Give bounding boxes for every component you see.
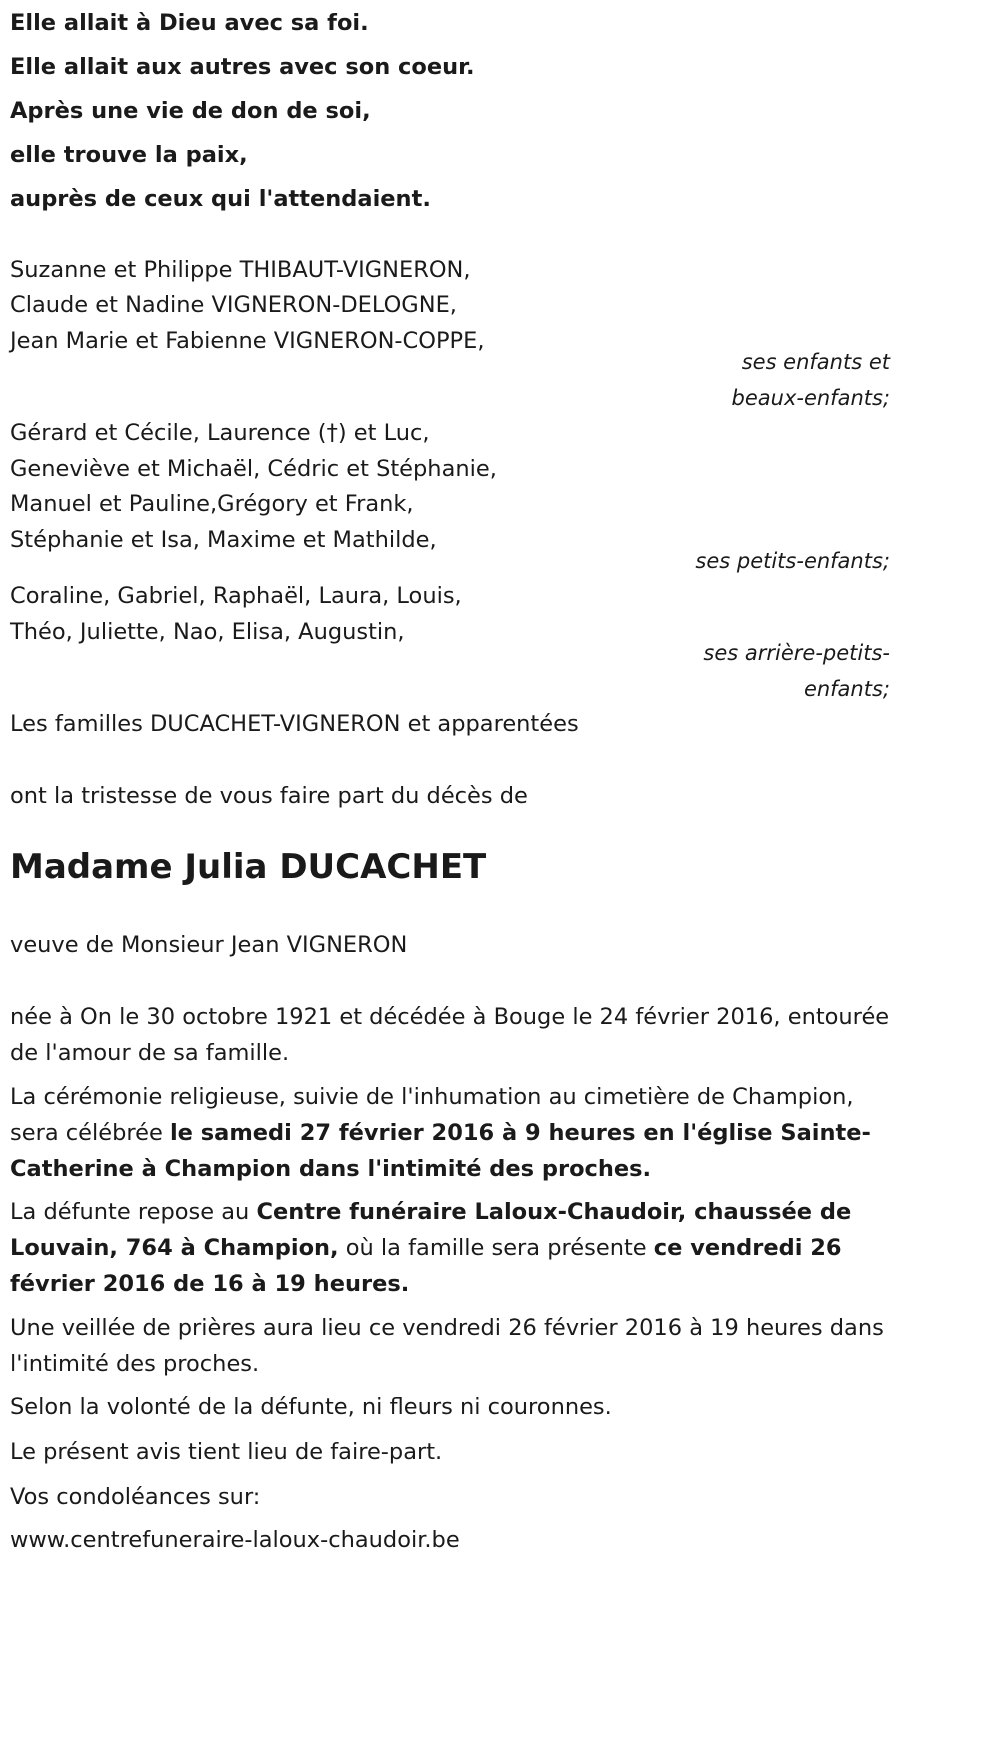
poem-line: Elle allait aux autres avec son coeur. xyxy=(10,54,475,80)
poem-line: elle trouve la paix, xyxy=(10,142,248,168)
grandchildren-name: Geneviève et Michaël, Cédric et Stéphanie, xyxy=(10,456,497,482)
great-grandchildren-relation: ses arrière-petits- xyxy=(703,641,890,665)
notice-line: Le présent avis tient lieu de faire-part. xyxy=(10,1439,443,1465)
condolences-label: Vos condoléances sur: xyxy=(10,1484,261,1510)
grandchildren-name: Gérard et Cécile, Laurence (†) et Luc, xyxy=(10,420,430,446)
birth-death-text: née à On le 30 octobre 1921 et décédée à Bouge le 24 février 2016, entourée de l'amour de sa famille. xyxy=(10,1004,890,1066)
vigil-paragraph xyxy=(10,1310,890,1382)
visitation-time: ce vendredi 26 février 2016 de 16 à 19 heures. xyxy=(10,1235,842,1297)
great-grandchildren-relation: enfants; xyxy=(803,677,890,701)
ceremony-paragraph xyxy=(10,1079,890,1187)
website-link[interactable]: www.centrefuneraire-laloux-chaudoir.be xyxy=(10,1527,460,1553)
vigil-text: Une veillée de prières aura lieu ce vendredi 26 février 2016 à 19 heures dans l'intimité des proches. xyxy=(10,1315,884,1377)
deceased-name: Madame Julia DUCACHET xyxy=(10,847,487,887)
poem-line: Après une vie de don de soi, xyxy=(10,98,371,124)
birth-death-paragraph xyxy=(10,999,890,1071)
grandchildren-name: Stéphanie et Isa, Maxime et Mathilde, xyxy=(10,527,437,553)
children-name: Claude et Nadine VIGNERON-DELOGNE, xyxy=(10,292,457,318)
ceremony-text: La cérémonie religieuse, suivie de l'inhumation au cimetière de Champion, sera célébrée xyxy=(10,1084,854,1146)
ceremony-details: le samedi 27 février 2016 à 9 heures en l'église Sainte-Catherine à Champion dans l'intimité des proches. xyxy=(10,1120,871,1182)
repose-text: La défunte repose au xyxy=(10,1199,257,1225)
poem-line: Elle allait à Dieu avec sa foi. xyxy=(10,10,369,36)
children-relation: beaux-enfants; xyxy=(731,386,890,410)
great-grandchildren-name: Coraline, Gabriel, Raphaël, Laura, Louis, xyxy=(10,583,462,609)
great-grandchildren-name: Théo, Juliette, Nao, Elisa, Augustin, xyxy=(10,619,405,645)
grandchildren-relation: ses petits-enfants; xyxy=(695,549,890,573)
children-name: Jean Marie et Fabienne VIGNERON-COPPE, xyxy=(10,328,485,354)
repose-text: où la famille sera présente xyxy=(338,1235,654,1261)
families-line: Les familles DUCACHET-VIGNERON et apparentées xyxy=(10,711,579,737)
funeral-center-address: Centre funéraire Laloux-Chaudoir, chaussée de Louvain, 764 à Champion, xyxy=(10,1199,852,1261)
grandchildren-name: Manuel et Pauline,Grégory et Frank, xyxy=(10,491,414,517)
children-relation: ses enfants et xyxy=(741,350,890,374)
widow-of-line: veuve de Monsieur Jean VIGNERON xyxy=(10,932,408,958)
poem-line: auprès de ceux qui l'attendaient. xyxy=(10,186,431,212)
repose-paragraph xyxy=(10,1194,890,1302)
flowers-line: Selon la volonté de la défunte, ni fleurs ni couronnes. xyxy=(10,1394,612,1420)
announcement-line: ont la tristesse de vous faire part du décès de xyxy=(10,783,528,809)
children-name: Suzanne et Philippe THIBAUT-VIGNERON, xyxy=(10,257,471,283)
